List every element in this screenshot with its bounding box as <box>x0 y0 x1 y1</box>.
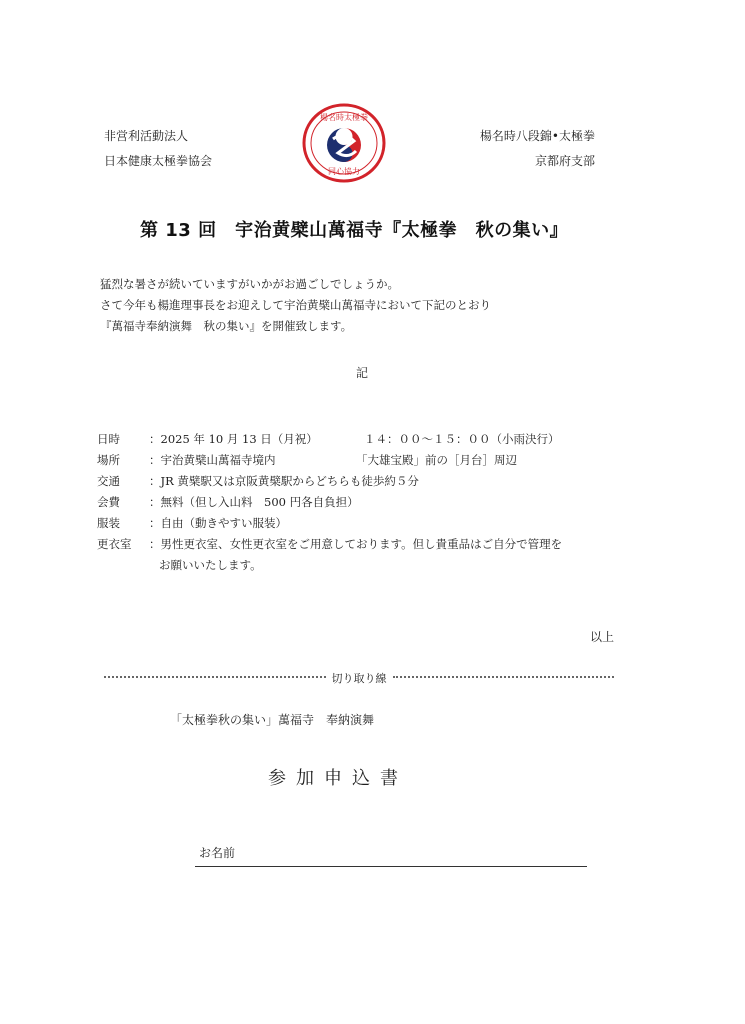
detail-value: ：宇治黄檗山萬福寺境内 <box>149 453 276 467</box>
intro-paragraph <box>100 274 491 337</box>
org-right-line2: 京都府支部 <box>534 154 595 168</box>
detail-row-transport <box>97 471 562 492</box>
org-right-line1: 楊名時八段錦•太極拳 <box>479 129 595 143</box>
name-field-label: お名前 <box>199 846 236 860</box>
organization-left <box>104 124 212 174</box>
detail-label: 交通 <box>97 474 120 488</box>
detail-value: ：JR 黄檗駅又は京阪黄檗駅からどちらも徒歩約５分 <box>149 474 419 488</box>
detail-row-place <box>97 450 562 471</box>
intro-line: 猛烈な暑さが続いていますがいかがお過ごしでしょうか。 <box>100 277 399 291</box>
cut-line-dots-left <box>104 676 326 678</box>
detail-label: 場所 <box>97 453 120 467</box>
detail-value: ：無料（但し入山料 500 円各自負担） <box>149 495 359 509</box>
cut-line-label: 切り取り線 <box>331 672 387 685</box>
cut-line-dots-right <box>393 676 615 678</box>
detail-value: ：2025 年 10 月 13 日（月祝） <box>149 432 318 446</box>
yin-yang-seal-icon <box>298 100 390 186</box>
document-title: 第 13 回 宇治黄檗山萬福寺『太極拳 秋の集い』 <box>140 220 569 241</box>
name-field-line[interactable] <box>195 866 587 867</box>
org-left-line1: 非営利活動法人 <box>104 129 189 143</box>
detail-continuation <box>97 555 562 576</box>
org-left-line2: 日本健康太極拳協会 <box>104 154 213 168</box>
detail-row-changing-room <box>97 534 562 555</box>
intro-line: さて今年も楊進理事長をお迎えして宇治黄檗山萬福寺において下記のとおり <box>100 298 491 312</box>
detail-extra: １４：００～１５：００（小雨決行） <box>364 432 560 446</box>
association-logo-seal <box>298 100 390 186</box>
detail-row-fee <box>97 492 562 513</box>
detail-label: 日時 <box>97 432 120 446</box>
organization-right <box>480 124 595 174</box>
closing-ijo: 以上 <box>590 630 615 644</box>
detail-label: 更衣室 <box>97 537 132 551</box>
intro-line: 『萬福寺奉納演舞 秋の集い』を開催致します。 <box>100 319 353 333</box>
cut-line <box>104 670 614 686</box>
logo-top-text: 楊名時太極拳 <box>320 113 368 122</box>
detail-label: 服装 <box>97 516 120 530</box>
form-subtitle: 「太極拳秋の集い」萬福寺 奉納演舞 <box>170 713 375 727</box>
detail-continuation-text: お願いいたします。 <box>159 558 262 572</box>
detail-row-date <box>97 429 562 450</box>
detail-row-dress <box>97 513 562 534</box>
detail-extra: 「大雄宝殿」前の［月台］周辺 <box>356 453 517 467</box>
detail-value: ：男性更衣室、女性更衣室をご用意しております。但し貴重品はご自分で管理を <box>149 537 563 551</box>
event-details <box>97 429 562 576</box>
detail-value: ：自由（動きやすい服装） <box>149 516 287 530</box>
form-title: 参加申込書 <box>268 768 408 789</box>
logo-bottom-text: 同心協力 <box>328 167 360 176</box>
detail-label: 会費 <box>97 495 120 509</box>
ki-heading: 記 <box>356 366 369 380</box>
